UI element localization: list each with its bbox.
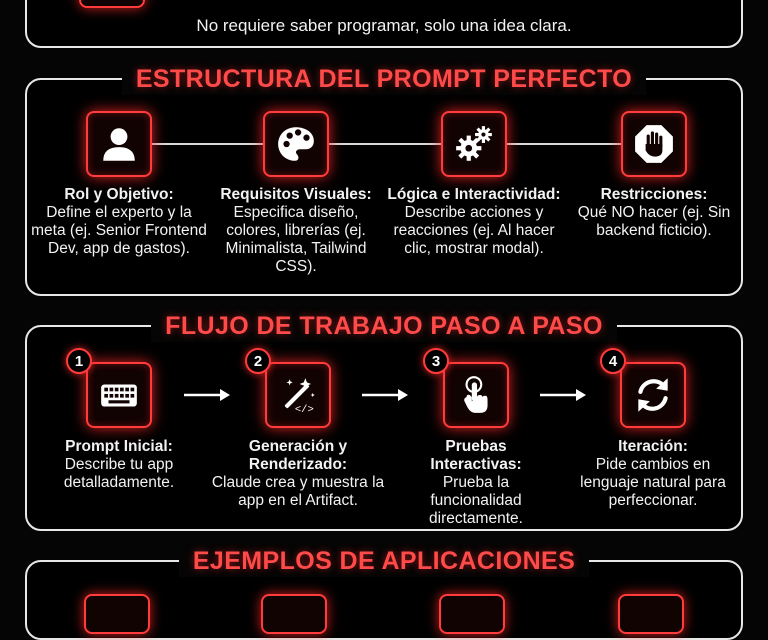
- svg-text:</>: </>: [294, 403, 314, 416]
- structure-connector: [119, 143, 655, 145]
- workflow-step-2-text: [208, 438, 388, 510]
- example-4-box: [618, 594, 684, 634]
- structure-item-1-box: [86, 111, 152, 177]
- workflow-step-3-body: Prueba la funcionalidad directamente.: [429, 474, 523, 527]
- refresh-icon: [632, 374, 674, 416]
- structure-item-1-title: Rol y Objetivo:: [64, 186, 174, 203]
- user-icon: [98, 123, 140, 165]
- workflow-step-1-box: [86, 362, 152, 428]
- structure-title-text: ESTRUCTURA DEL PROMPT PERFECTO: [122, 63, 646, 95]
- structure-item-2-text: [206, 186, 386, 276]
- workflow-step-3-title: Pruebas Interactivas:: [430, 438, 522, 473]
- workflow-step-4-text: [563, 438, 743, 510]
- workflow-step-4-title: Iteración:: [618, 438, 688, 455]
- workflow-step-4-number: 4: [600, 348, 626, 374]
- structure-item-3-body: Describe acciones y reacciones (ej. Al hacer clic, mostrar modal).: [393, 204, 555, 257]
- structure-item-3-title: Lógica e Interactividad:: [387, 186, 561, 203]
- stop-hand-icon: [633, 123, 675, 165]
- structure-item-1-body: Define el experto y la meta (ej. Senior Frontend Dev, app de gastos).: [31, 204, 207, 257]
- workflow-step-2-body: Claude crea y muestra la app en el Artifact.: [211, 474, 385, 509]
- example-1-box: [84, 594, 150, 634]
- workflow-panel: [25, 312, 743, 531]
- intro-icon-box: [79, 0, 145, 8]
- structure-item-4-body: Qué NO hacer (ej. Sin backend ficticio).: [577, 204, 731, 239]
- magic-wand-code-icon: [277, 374, 319, 416]
- keyboard-icon: [98, 374, 140, 416]
- structure-item-4-title: Restricciones:: [600, 186, 708, 203]
- structure-item-3-box: [441, 111, 507, 177]
- workflow-step-4-box: [620, 362, 686, 428]
- example-3-box: [439, 594, 505, 634]
- structure-item-2-title: Requisitos Visuales:: [220, 186, 372, 203]
- intro-panel: [25, 0, 743, 48]
- gears-icon: [453, 123, 495, 165]
- workflow-step-4-body: Pide cambios en lenguaje natural para perfeccionar.: [580, 456, 726, 509]
- workflow-step-1-body: Describe tu app detalladamente.: [63, 456, 175, 491]
- palette-icon: [275, 123, 317, 165]
- workflow-step-2-number: 2: [245, 348, 271, 374]
- workflow-step-3-box: [443, 362, 509, 428]
- structure-item-2-body: Especifica diseño, colores, librerías (ej. Minimalista, Tailwind CSS).: [225, 204, 367, 275]
- structure-item-1-text: [29, 186, 209, 258]
- examples-title-text: EJEMPLOS DE APLICACIONES: [179, 545, 589, 577]
- structure-item-4-text: [564, 186, 744, 240]
- structure-item-3-text: [384, 186, 564, 258]
- workflow-title-text: FLUJO DE TRABAJO PASO A PASO: [151, 310, 617, 342]
- workflow-step-3-text: [386, 438, 566, 528]
- workflow-step-1-number: 1: [66, 348, 92, 374]
- workflow-title: [27, 310, 741, 342]
- workflow-step-2-box: [265, 362, 331, 428]
- structure-item-4-box: [621, 111, 687, 177]
- structure-panel: [25, 65, 743, 296]
- structure-title: [27, 63, 741, 95]
- workflow-step-2-title: Generación y Renderizado:: [248, 438, 348, 473]
- workflow-step-1-title: Prompt Inicial:: [65, 438, 173, 455]
- workflow-arrow-2: [362, 388, 408, 402]
- workflow-arrow-1: [184, 388, 230, 402]
- examples-title: [27, 545, 741, 577]
- tap-hand-icon: [455, 374, 497, 416]
- intro-text: No requiere saber programar, solo una idea clara.: [196, 16, 572, 35]
- workflow-step-3-number: 3: [423, 348, 449, 374]
- example-2-box: [261, 594, 327, 634]
- workflow-arrow-3: [540, 388, 586, 402]
- workflow-step-1-text: [29, 438, 209, 492]
- structure-item-2-box: [263, 111, 329, 177]
